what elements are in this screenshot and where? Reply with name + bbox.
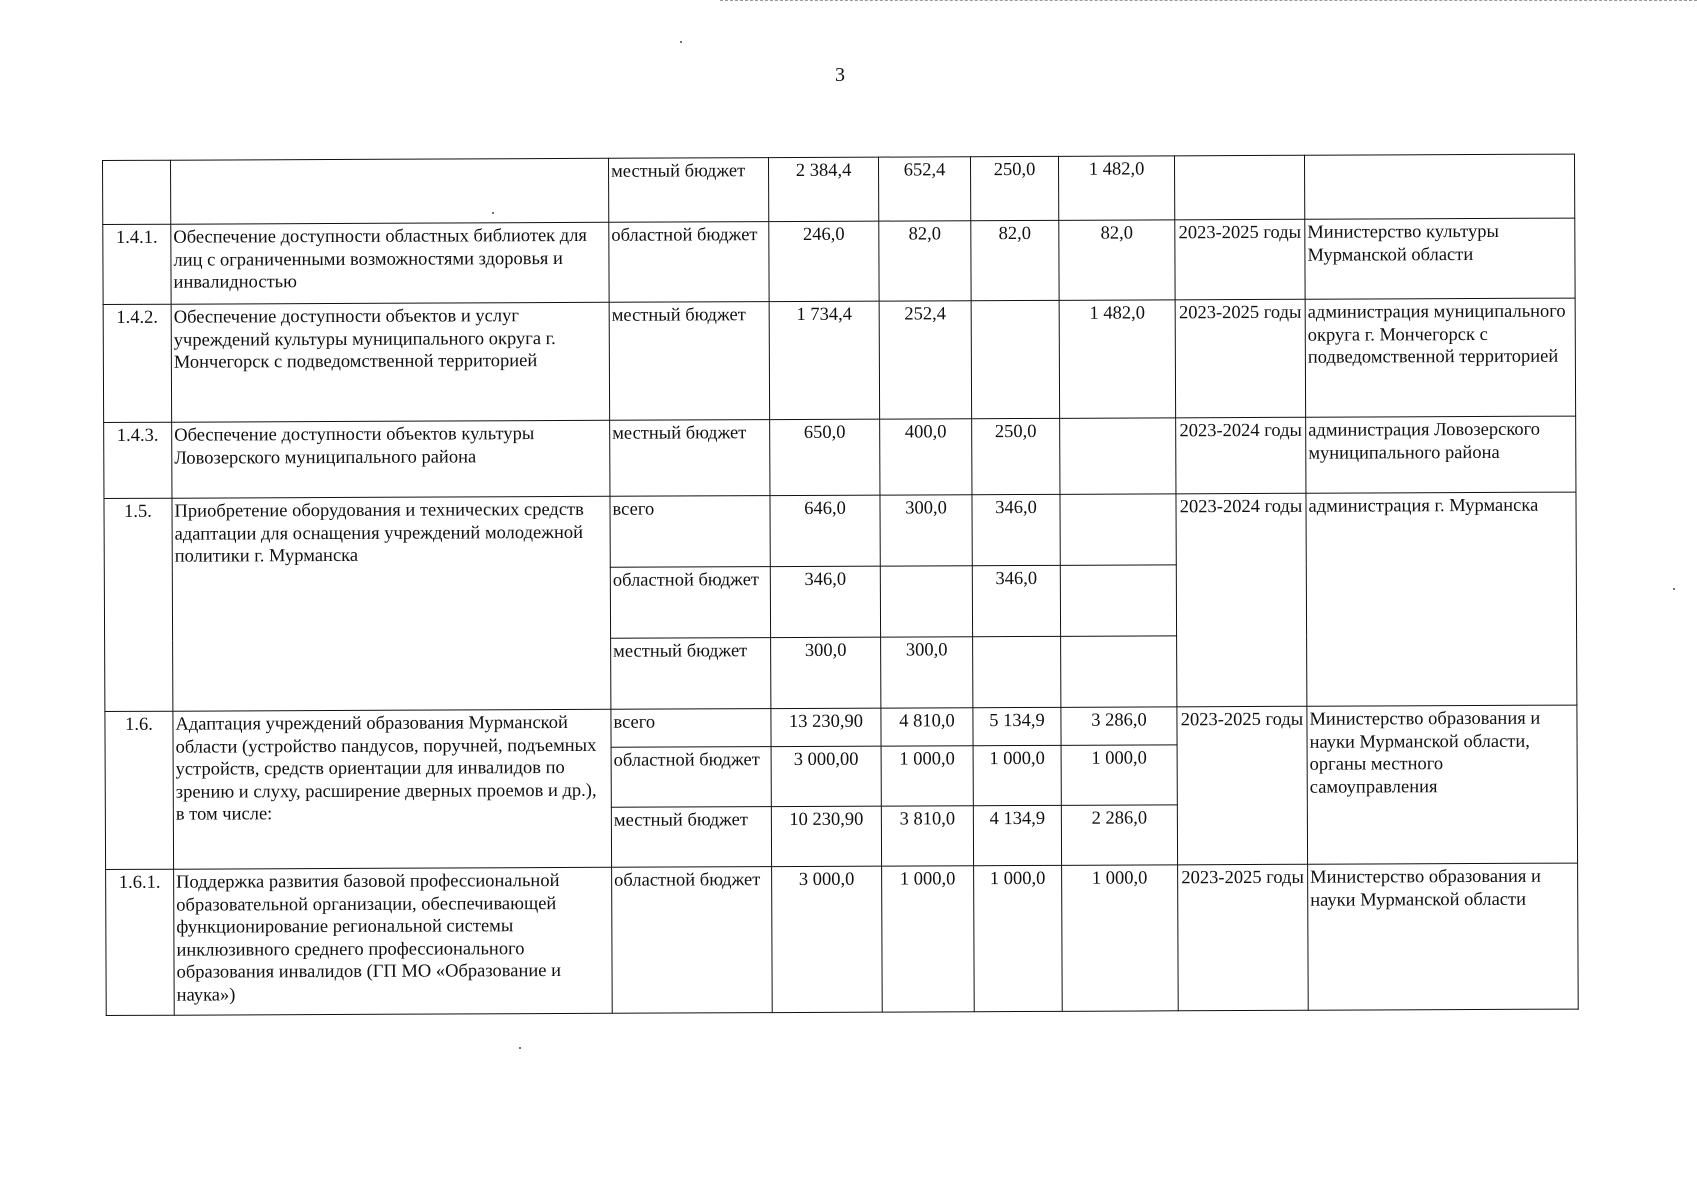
total-cell: 650,0 [770,419,880,495]
year-2025-cell [1060,494,1176,566]
year-2025-cell: 3 286,0 [1061,707,1177,746]
item-name-cell: Обеспечение доступности объектов и услуг учреждений культуры муниципального округа г. Мончегорск с подведомственной территорией [171,302,610,422]
total-cell: 2 384,4 [768,157,878,221]
year-2024-cell: 1 000,0 [973,745,1061,805]
item-name-cell: Адаптация учреждений образования Мурманской области (устройство пандусов, поручней, подъемных устройств, средств ориентации для инвалидов по зрению и слуху, расширение дверных проемов и др.), в том числе: [173,709,612,869]
item-number-cell: 1.4.1. [103,224,171,304]
total-cell: 646,0 [770,495,880,566]
year-2024-cell [971,300,1060,418]
scan-speck [519,1047,521,1049]
funding-source-cell: областной бюджет [611,747,771,808]
executor-cell: администрация Ловозерского муниципального района [1306,416,1576,493]
year-2024-cell: 82,0 [971,220,1059,300]
item-name-cell: Поддержка развития базовой профессиональной образовательной организации, обеспечивающей функционирование региональной системы инклюзивного среднего профессионального образования инвалидов (ГП МО «Образование и наука») [174,867,613,1015]
table-row [103,218,1575,304]
year-2023-cell [880,566,972,637]
period-cell: 2023-2025 годы [1175,299,1306,418]
item-number-cell: 1.4.2. [103,304,172,422]
item-number-cell: 1.5. [104,498,173,711]
item-number-cell: 1.4.3. [104,422,172,498]
table-row [104,492,1576,569]
executor-cell: Министерство образования и науки Мурманской области [1308,863,1579,1010]
item-name-cell: Обеспечение доступности областных библиотек для лиц с ограниченными возможностями здоровья и инвалидностью [171,222,609,304]
executor-cell: администрация муниципального округа г. Мончегорск с подведомственной территорией [1305,298,1576,417]
year-2025-cell: 82,0 [1059,220,1175,301]
year-2025-cell: 2 286,0 [1061,805,1177,866]
total-cell: 3 000,0 [772,866,883,1012]
year-2024-cell [973,636,1061,707]
year-2025-cell: 1 000,0 [1062,865,1179,1012]
period-cell: 2023-2025 годы [1178,864,1309,1011]
year-2023-cell: 400,0 [880,419,972,495]
year-2025-cell [1060,565,1176,637]
program-table [102,154,1579,1016]
year-2024-cell: 4 134,9 [973,805,1061,865]
total-cell: 246,0 [769,221,879,301]
year-2025-cell: 1 482,0 [1059,300,1176,419]
total-cell: 300,0 [771,637,881,708]
period-cell [1174,155,1304,220]
year-2025-cell: 1 000,0 [1061,745,1177,806]
total-cell: 3 000,00 [771,746,881,806]
year-2023-cell: 652,4 [878,157,970,221]
year-2023-cell: 252,4 [879,301,972,419]
year-2025-cell [1060,418,1176,495]
period-cell: 2023-2025 годы [1177,706,1308,865]
year-2023-cell: 300,0 [880,495,972,566]
table-row [103,298,1576,422]
executor-cell: Министерство образования и науки Мурманской области, органы местного самоуправления [1307,705,1578,864]
funding-source-cell: местный бюджет [611,807,771,868]
executor-cell [1304,154,1574,219]
funding-source-cell: областной бюджет [609,222,769,303]
total-cell: 13 230,90 [771,708,881,746]
executor-cell: Министерство культуры Мурманской области [1305,218,1575,299]
funding-source-cell: областной бюджет [610,567,770,639]
year-2023-cell: 3 810,0 [881,806,973,866]
table-row [106,863,1579,1015]
year-2025-cell [1061,636,1177,708]
item-number-cell: 1.6. [105,711,174,869]
item-name-cell [171,158,609,224]
item-number-cell [103,160,171,224]
year-2024-cell: 250,0 [972,418,1060,494]
table-row [103,154,1575,224]
year-2024-cell: 346,0 [972,565,1060,636]
funding-source-cell: местный бюджет [610,420,770,497]
funding-source-cell: областной бюджет [612,867,773,1014]
year-2023-cell: 300,0 [881,637,973,708]
funding-source-cell: местный бюджет [609,302,770,421]
scan-speck [1673,588,1675,590]
executor-cell: администрация г. Мурманска [1306,492,1577,706]
period-cell: 2023-2025 годы [1175,219,1305,300]
year-2025-cell: 1 482,0 [1058,156,1174,221]
table-row [105,705,1577,749]
year-2023-cell: 4 810,0 [881,708,973,746]
funding-source-cell: всего [610,496,770,568]
year-2024-cell: 5 134,9 [973,707,1061,745]
item-name-cell: Обеспечение доступности объектов культуры Ловозерского муниципального района [172,420,610,498]
total-cell: 346,0 [770,566,880,637]
year-2023-cell: 1 000,0 [882,866,975,1012]
funding-source-cell: местный бюджет [611,638,771,710]
period-cell: 2023-2024 годы [1176,417,1306,494]
page-number: 3 [835,64,845,86]
item-number-cell: 1.6.1. [106,869,175,1015]
total-cell: 10 230,90 [771,806,881,866]
year-2024-cell: 250,0 [970,156,1058,220]
year-2023-cell: 82,0 [879,221,971,301]
scan-speck [680,41,682,43]
funding-source-cell: всего [611,709,771,748]
funding-source-cell: местный бюджет [608,158,768,223]
year-2024-cell: 1 000,0 [974,865,1063,1011]
period-cell: 2023-2024 годы [1176,493,1307,707]
year-2023-cell: 1 000,0 [881,746,973,806]
scan-edge-line [720,0,1697,1]
total-cell: 1 734,4 [769,301,880,419]
item-name-cell: Приобретение оборудования и технических средств адаптации для оснащения учреждений молодежной политики г. Мурманска [172,496,611,711]
table-row [104,416,1576,498]
year-2024-cell: 346,0 [972,494,1060,565]
